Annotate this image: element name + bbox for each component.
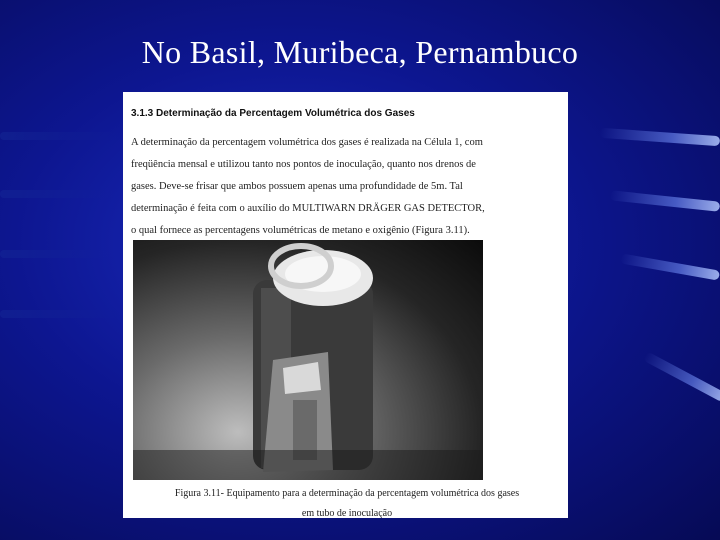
caption-line: em tubo de inoculação: [301, 508, 393, 518]
document-paragraph: [131, 132, 555, 242]
scanned-document: [123, 92, 568, 518]
background-stripe: [643, 351, 720, 402]
background-stripe: [620, 253, 720, 280]
paragraph-line: determinação é feita com o auxílio do MULTIWARN DRÄGER GAS DETECTOR,: [131, 203, 485, 214]
figure-caption: [131, 484, 563, 518]
paragraph-line: A determinação da percentagem volumétrica dos gases é realizada na Célula 1, com: [131, 137, 483, 148]
slide-title: No Basil, Muribeca, Pernambuco: [141, 34, 579, 70]
background-stripe: [0, 250, 110, 258]
gas-detector-illustration: [133, 240, 483, 480]
paragraph-line: gases. Deve-se frisar que ambos possuem apenas uma profundidade de 5m. Tal: [131, 181, 463, 192]
paragraph-line: freqüência mensal e utilizou tanto nos pontos de inoculação, quanto nos drenos de: [131, 159, 476, 170]
background-stripe: [610, 190, 720, 211]
background-stripe: [0, 190, 115, 198]
paragraph-line: o qual fornece as percentagens volumétricas de metano e oxigênio (Figura 3.11).: [131, 225, 470, 236]
gas-detector-photo: [133, 240, 483, 480]
caption-line: Figura 3.11- Equipamento para a determinação da percentagem volumétrica dos gases: [174, 488, 520, 499]
document-heading: 3.1.3 Determinação da Percentagem Volumétrica dos Gases: [131, 108, 415, 119]
background-stripe: [0, 310, 118, 318]
ground-shadow: [133, 450, 483, 480]
background-stripe: [0, 132, 120, 140]
background-stripe: [600, 128, 720, 146]
